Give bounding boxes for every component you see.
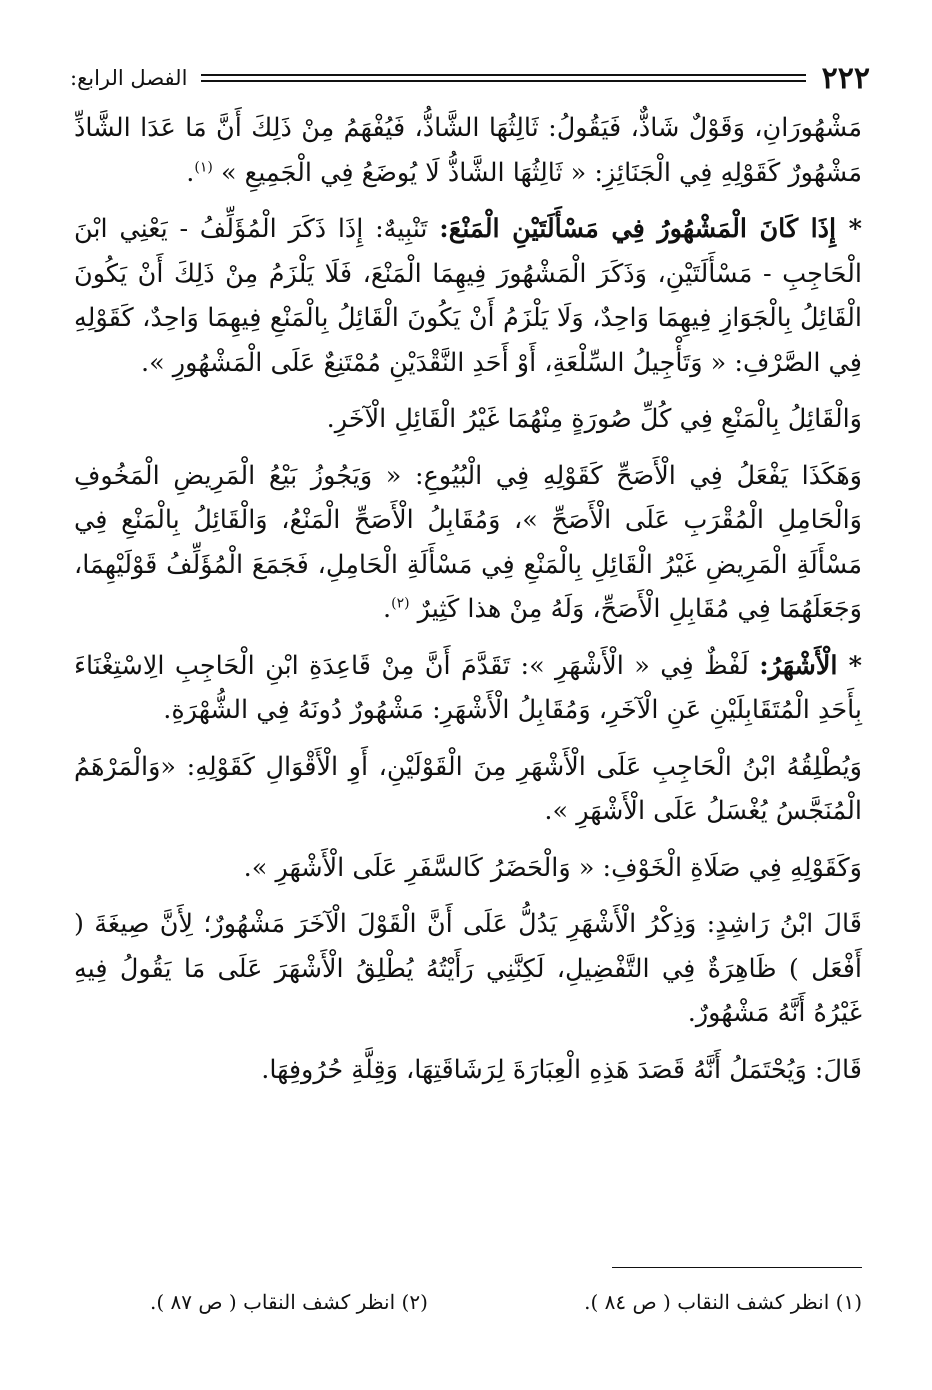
paragraph-text: مَشْهُورَانِ، وَقَوْلٌ شَاذٌّ، فَيَقُولُ: ثَالِثُهَا الشَّاذُّ، فَيُفْهَمُ مِنْ ذَلِكَ أَنَّ مَا عَدَا الشَّاذِّ مَشْهُورٌ كَقَوْلِهِ فِي الْجَنَائِزِ: « ثَالِثُهَا الشَّاذُّ لَا يُوضَعُ فِي الْجَمِيعِ »: [74, 113, 862, 188]
paragraph: [74, 397, 862, 442]
main-text: [74, 106, 862, 1104]
paragraph-text: لَفْظٌ فِي « الْأَشْهَرِ »: تَقَدَّمَ أَنَّ مِنْ قَاعِدَةِ ابْنِ الْحَاجِبِ الِاسْتِغْنَاءَ بِأَحَدِ الْمُتَقَابِلَيْنِ عَنِ الْآخَرِ، وَمُقَابِلُ الْأَشْهَرِ: مَشْهُورٌ دُونَهُ فِي الشُّهْرَةِ.: [74, 650, 862, 725]
paragraph-text: تَنْبِيهٌ: إِذَا ذَكَرَ الْمُؤَلِّفُ - يَعْنِي ابْنَ الْحَاجِبِ - مَسْأَلَتَيْنِ، وَذَكَرَ الْمَشْهُورَ فِيهِمَا الْمَنْعَ، فَلَا يَلْزَمُ مِنْ ذَلِكَ أَنْ يَكُونَ الْقَائِلُ بِالْجَوَازِ فِيهِمَا وَاحِدٌ، وَلَا يَلْزَمُ أَنْ يَكُونَ الْقَائِلُ بِالْمَنْعِ فِيهِمَا وَاحِدٌ، كَقَوْلِهِ فِي الصَّرْفِ: « وَتَأْجِيلُ السِّلْعَةِ، أَوْ أَحَدِ النَّقْدَيْنِ مُمْتَنِعٌ عَلَى الْمَشْهُورِ ».: [74, 214, 862, 378]
footnotes: [150, 1290, 862, 1314]
paragraph: [74, 902, 862, 1036]
header-rule: [201, 74, 805, 82]
paragraph: [74, 644, 862, 733]
footnote-1: (١) انظر كشف النقاب ( ص ٨٤ ).: [584, 1290, 862, 1314]
chapter-title: الفصل الرابع:: [70, 66, 188, 90]
paragraph-lead: * إِذَا كَانَ الْمَشْهُورُ فِي مَسْأَلَتَيْنِ الْمَنْعَ:: [439, 214, 862, 244]
paragraph-text: قَالَ: وَيُحْتَمَلُ أَنَّهُ قَصَدَ هَذِهِ الْعِبَارَةَ لِرَشَاقَتِهَا، وَقِلَّةِ حُرُوفِهَا.: [261, 1054, 862, 1085]
paragraph: [74, 846, 862, 891]
paragraph-text: قَالَ ابْنُ رَاشِدٍ: وَذِكْرُ الْأَشْهَرِ يَدُلُّ عَلَى أَنَّ الْقَوْلَ الْآخَرَ مَشْهُورٌ؛ لِأَنَّ صِيغَةَ ( أَفْعَل ) ظَاهِرَةٌ فِي التَّفْضِيلِ، لَكِنَّنِي رَأَيْتُهُ يُطْلِقُ الْأَشْهَرَ عَلَى مَا يَقُولُ فِيهِ غَيْرُهُ أَنَّهُ مَشْهُورٌ.: [74, 909, 862, 1028]
paragraph-text: وَكَقَوْلِهِ فِي صَلَاةِ الْخَوْفِ: « وَالْحَضَرُ كَالسَّفَرِ عَلَى الْأَشْهَرِ ».: [243, 852, 862, 883]
paragraph-tail: .: [186, 157, 195, 188]
paragraph-tail: .: [382, 594, 392, 624]
footnote-2: (٢) انظر كشف النقاب ( ص ٨٧ ).: [150, 1290, 428, 1314]
footnote-ref: (١): [194, 159, 213, 175]
paragraph: [74, 1048, 862, 1093]
paragraph-text: وَهَكَذَا يَفْعَلُ فِي الْأَصَحِّ كَقَوْلِهِ فِي الْبُيُوعِ: « وَيَجُوزُ بَيْعُ الْمَرِيضِ الْمَخُوفِ وَالْحَامِلِ الْمُقْرَبِ عَلَى الْأَصَحِّ »، وَمُقَابِلُ الْأَصَحِّ الْمَنْعُ، وَالْقَائِلُ بِالْمَنْعِ فِي مَسْأَلَةِ الْمَرِيضِ غَيْرُ الْقَائِلِ بِالْمَنْعِ فِي مَسْأَلَةِ الْحَامِلِ، فَجَمَعَ الْمُؤَلِّفُ قَوْلَيْهِمَا، وَجَعَلَهُمَا فِي مُقَابِلِ الْأَصَحِّ، وَلَهُ مِنْ هذا كَثِيرٌ: [74, 460, 862, 624]
paragraph-lead: * الْأَشْهَرُ:: [759, 650, 862, 681]
paragraph-text: وَيُطْلِقُهُ ابْنُ الْحَاجِبِ عَلَى الْأَشْهَرِ مِنَ الْقَوْلَيْنِ، أَوِ الْأَقْوَالِ كَقَوْلِهِ: «وَالْمَرْهَمُ الْمُنَجَّسُ يُغْسَلُ عَلَى الْأَشْهَرِ ».: [74, 751, 862, 826]
paragraph: [74, 106, 862, 195]
footnote-ref: (٢): [391, 595, 410, 612]
footnote-separator: [612, 1267, 862, 1268]
paragraph: [74, 745, 862, 834]
page-header: [70, 58, 870, 98]
page-number: ٢٢٢: [821, 60, 870, 96]
paragraph: [74, 454, 862, 632]
paragraph-text: وَالْقَائِلُ بِالْمَنْعِ فِي كُلِّ صُورَةٍ مِنْهُمَا غَيْرُ الْقَائِلِ الْآخَرِ.: [326, 404, 862, 434]
paragraph: [74, 207, 862, 385]
